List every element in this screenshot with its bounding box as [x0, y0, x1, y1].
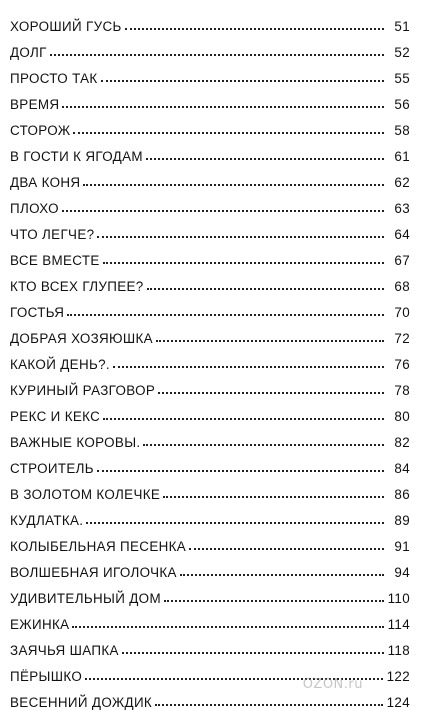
toc-entry: [10, 241, 410, 267]
toc-entry-page-number: 56: [394, 96, 410, 112]
toc-entry-title: СТРОИТЕЛЬ: [10, 460, 94, 476]
toc-entry-page-number: 86: [394, 486, 410, 502]
toc-entry: [10, 397, 410, 423]
toc-entry-page-number: 72: [394, 330, 410, 346]
toc-entry-page-number: 52: [394, 44, 410, 60]
toc-entry-title: ГОСТЬЯ: [10, 304, 65, 320]
toc-dot-leader: [72, 626, 383, 628]
toc-dot-leader: [101, 80, 384, 82]
toc-entry-page-number: 82: [394, 434, 410, 450]
toc-entry-title: КОЛЫБЕЛЬНАЯ ПЕСЕНКА: [10, 538, 187, 554]
toc-entry: [10, 111, 410, 137]
toc-entry-page-number: 68: [394, 278, 410, 294]
toc-entry-page-number: 80: [394, 408, 410, 424]
toc-entry: [10, 423, 410, 449]
toc-entry: [10, 189, 410, 215]
toc-entry: [10, 605, 410, 631]
toc-entry-title: ВЕСЕННИЙ ДОЖДИК: [10, 694, 153, 710]
toc-entry: [10, 59, 410, 85]
toc-dot-leader: [163, 496, 384, 498]
toc-entry-page-number: 61: [394, 148, 410, 164]
toc-dot-leader: [50, 54, 384, 56]
toc-entry-title: ПЛОХО: [10, 200, 59, 216]
toc-entry: [10, 449, 410, 475]
toc-dot-leader: [147, 288, 384, 290]
toc-dot-leader: [103, 418, 384, 420]
toc-entry-title: ДВА КОНЯ: [10, 174, 81, 190]
toc-dot-leader: [103, 262, 384, 264]
toc-entry: [10, 579, 410, 605]
toc-entry-title: ДОЛГ: [10, 44, 47, 60]
toc-entry: [10, 345, 410, 371]
toc-entry-title: ДОБРАЯ ХОЗЯЮШКА: [10, 330, 153, 346]
toc-entry-page-number: 94: [394, 564, 410, 580]
toc-entry-title: КТО ВСЕХ ГЛУПЕЕ?: [10, 278, 144, 294]
toc-entry: [10, 137, 410, 163]
toc-entry-title: ВАЖНЫЕ КОРОВЫ.: [10, 434, 141, 450]
toc-entry-page-number: 124: [386, 694, 410, 710]
toc-entry-title: ПЁРЫШКО: [10, 668, 83, 684]
toc-entry-title: ЕЖИНКА: [10, 616, 70, 632]
toc-entry: [10, 85, 410, 111]
toc-entry-title: КУРИНЫЙ РАЗГОВОР: [10, 382, 156, 398]
toc-entry-title: ПРОСТО ТАК: [10, 70, 98, 86]
toc-entry-page-number: 70: [394, 304, 410, 320]
toc-dot-leader: [155, 704, 383, 706]
toc-dot-leader: [97, 236, 384, 238]
toc-entry: [10, 33, 410, 59]
toc-dot-leader: [158, 392, 384, 394]
toc-entry-page-number: 91: [394, 538, 410, 554]
toc-entry-title: РЕКС И КЕКС: [10, 408, 101, 424]
toc-dot-leader: [73, 132, 384, 134]
toc-entry: [10, 475, 410, 501]
toc-dot-leader: [143, 444, 384, 446]
toc-dot-leader: [122, 652, 384, 654]
toc-entry-title: В ГОСТИ К ЯГОДАМ: [10, 148, 143, 164]
toc-entry: [10, 553, 410, 579]
toc-dot-leader: [97, 470, 384, 472]
toc-entry-page-number: 67: [394, 252, 410, 268]
toc-entry-title: ВОЛШЕБНАЯ ИГОЛОЧКА: [10, 564, 177, 580]
toc-entry-page-number: 64: [394, 226, 410, 242]
toc-entry-page-number: 122: [386, 668, 410, 684]
toc-dot-leader: [62, 210, 384, 212]
toc-entry-title: В ЗОЛОТОМ КОЛЕЧКЕ: [10, 486, 161, 502]
toc-dot-leader: [189, 548, 384, 550]
toc-entry: [10, 293, 410, 319]
toc-entry: [10, 163, 410, 189]
toc-entry-page-number: 51: [394, 18, 410, 34]
toc-dot-leader: [156, 340, 384, 342]
toc-entry-title: ВСЕ ВМЕСТЕ: [10, 252, 100, 268]
ozon-watermark: OZON.ru: [302, 677, 363, 692]
toc-entry-title: КУДЛАТКА.: [10, 512, 84, 528]
toc-entry: [10, 501, 410, 527]
toc-entry-page-number: 110: [387, 590, 410, 606]
toc-dot-leader: [67, 314, 384, 316]
toc-entry-title: ХОРОШИЙ ГУСЬ: [10, 18, 122, 34]
toc-entry-page-number: 55: [394, 70, 410, 86]
toc-dot-leader: [62, 106, 384, 108]
toc-dot-leader: [146, 158, 384, 160]
toc-entry-page-number: 58: [394, 122, 410, 138]
toc-dot-leader: [83, 184, 384, 186]
toc-entry-title: ЗАЯЧЬЯ ШАПКА: [10, 642, 119, 658]
toc-entry-page-number: 118: [387, 642, 410, 658]
toc-dot-leader: [86, 522, 384, 524]
toc-entry-title: ЧТО ЛЕГЧЕ?: [10, 226, 95, 242]
toc-entry: [10, 527, 410, 553]
toc-entry: [10, 7, 410, 33]
toc-entry-title: КАКОЙ ДЕНЬ?.: [10, 356, 110, 372]
toc-entry-title: ВРЕМЯ: [10, 96, 60, 112]
toc-entry: [10, 267, 410, 293]
toc-entry-title: СТОРОЖ: [10, 122, 71, 138]
toc-entry-title: УДИВИТЕЛЬНЫЙ ДОМ: [10, 590, 161, 606]
table-of-contents: [10, 7, 410, 709]
toc-entry: [10, 215, 410, 241]
toc-dot-leader: [180, 574, 384, 576]
toc-entry: [10, 319, 410, 345]
toc-entry: [10, 371, 410, 397]
toc-entry-page-number: 84: [394, 460, 410, 476]
toc-entry-page-number: 62: [394, 174, 410, 190]
toc-dot-leader: [164, 600, 384, 602]
toc-dot-leader: [125, 28, 384, 30]
toc-entry-page-number: 63: [394, 200, 410, 216]
toc-entry-page-number: 114: [387, 616, 410, 632]
toc-entry-page-number: 89: [394, 512, 410, 528]
toc-entry-page-number: 78: [394, 382, 410, 398]
toc-entry-page-number: 76: [394, 356, 410, 372]
toc-entry: [10, 631, 410, 657]
toc-dot-leader: [113, 366, 384, 368]
